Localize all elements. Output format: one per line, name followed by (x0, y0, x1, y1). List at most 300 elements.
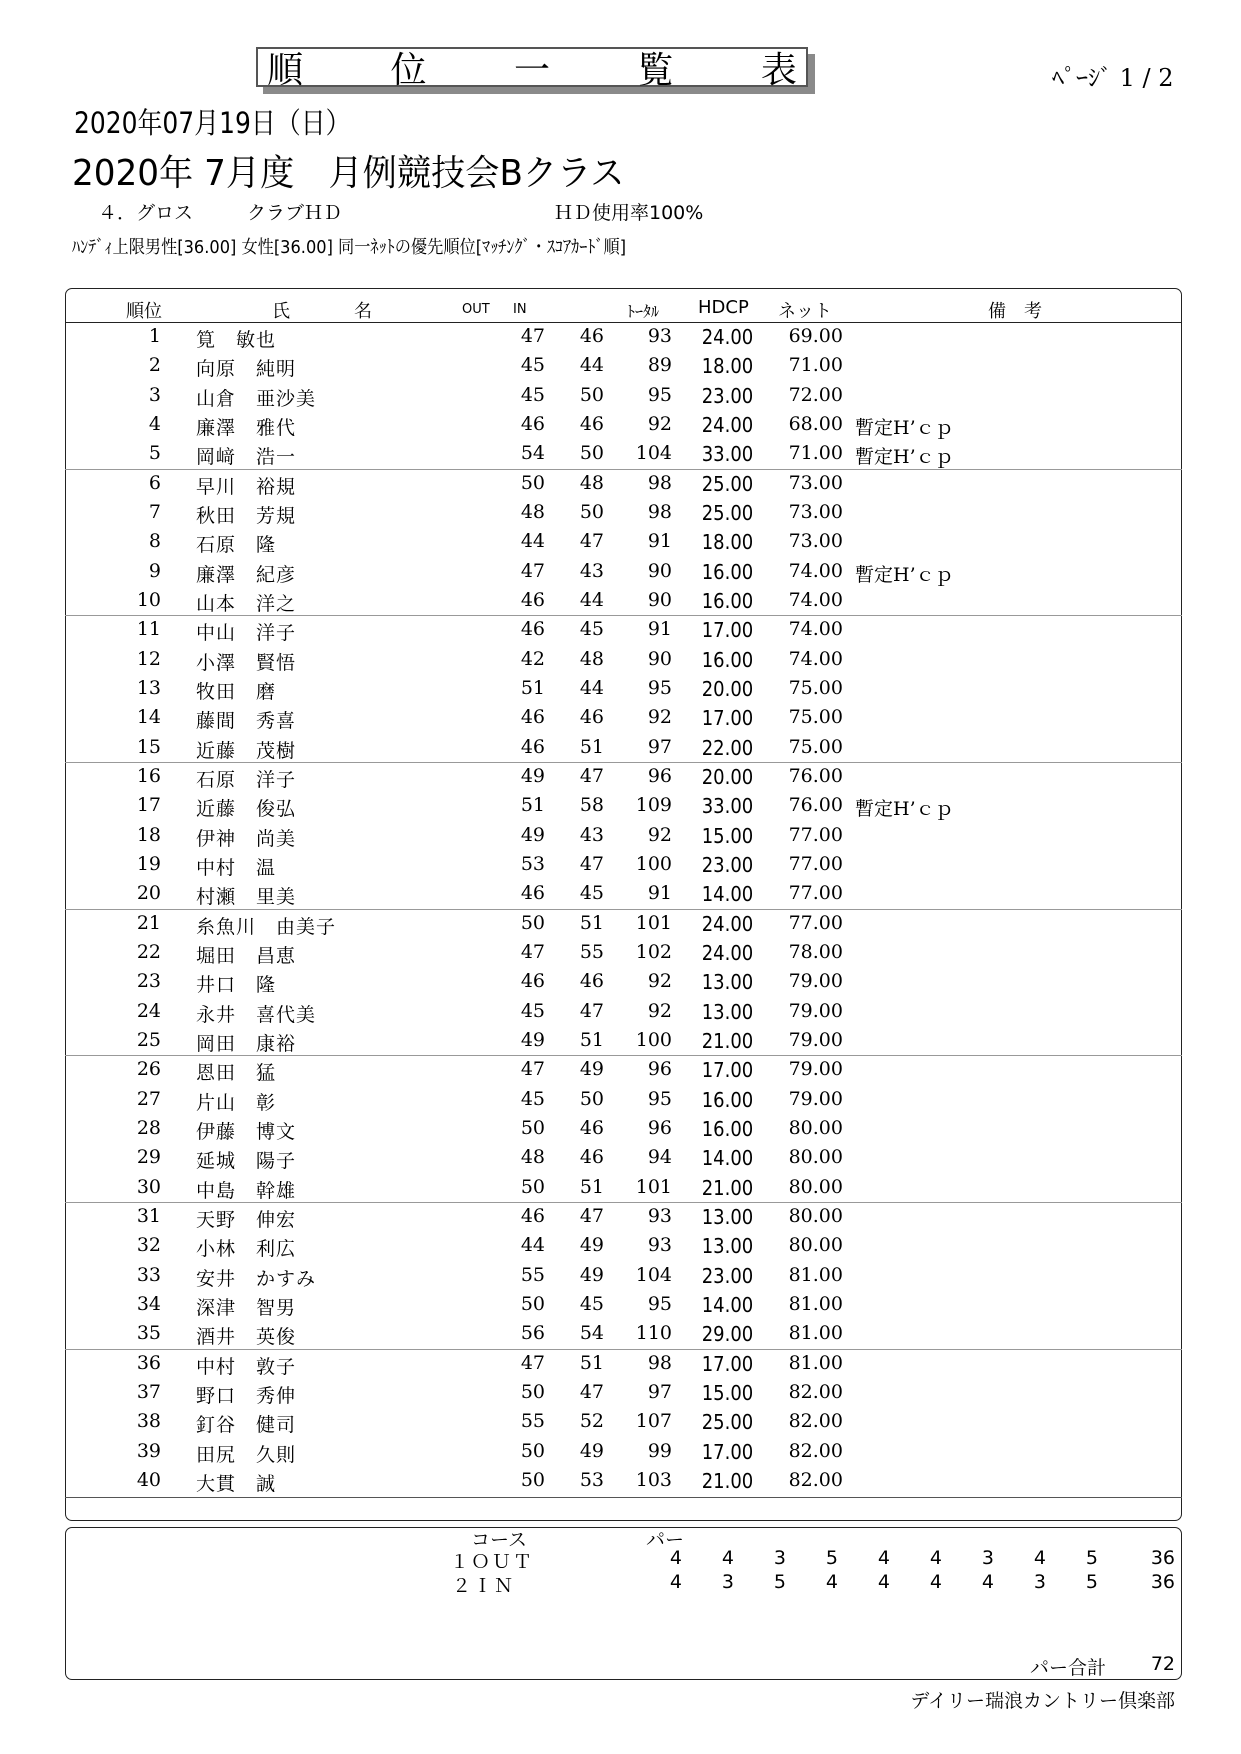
out-score-cell: 46 (520, 882, 545, 905)
hdcp-cell: 13.00 (701, 970, 753, 995)
out-score-cell: 46 (520, 412, 545, 435)
handicap-usage-rate: ＨＤ使用率100% (554, 202, 704, 224)
total-score-cell: 90 (647, 647, 672, 670)
total-score-cell: 91 (647, 618, 672, 641)
net-score-cell: 81.00 (788, 1263, 843, 1286)
hdcp-cell: 25.00 (701, 471, 753, 496)
rank-cell: 25 (136, 1028, 161, 1051)
rank-cell: 6 (148, 471, 161, 494)
in-score-cell: 46 (579, 1116, 604, 1139)
out-score-cell: 50 (520, 1468, 545, 1491)
name-cell: 井口 隆 (196, 974, 277, 997)
rank-cell: 40 (136, 1468, 161, 1491)
total-score-cell: 91 (647, 530, 672, 553)
scoring-type: ４．グロス (98, 202, 194, 224)
name-cell: 延城 陽子 (196, 1150, 297, 1173)
out-score-cell: 46 (520, 706, 545, 729)
rank-cell: 11 (136, 618, 161, 641)
rank-cell: 7 (148, 500, 161, 523)
hdcp-cell: 25.00 (701, 1410, 753, 1435)
in-score-cell: 49 (579, 1234, 604, 1257)
table-row (65, 967, 1182, 996)
rank-cell: 23 (136, 970, 161, 993)
net-score-cell: 80.00 (788, 1204, 843, 1227)
total-score-cell: 99 (647, 1439, 672, 1462)
net-score-cell: 82.00 (788, 1468, 843, 1491)
total-score-cell: 96 (647, 1058, 672, 1081)
in-score-cell: 50 (579, 1087, 604, 1110)
col-header-out: OUT (462, 302, 490, 317)
name-cell: 片山 彰 (196, 1091, 277, 1114)
name-cell: 中島 幹雄 (196, 1179, 297, 1202)
in-score-cell: 55 (579, 940, 604, 963)
in-score-cell: 51 (579, 1028, 604, 1051)
net-score-cell: 81.00 (788, 1351, 843, 1374)
table-row (65, 1231, 1182, 1260)
total-score-cell: 103 (635, 1468, 672, 1491)
rank-cell: 26 (136, 1058, 161, 1081)
total-score-cell: 91 (647, 882, 672, 905)
name-cell: 野口 秀伸 (196, 1384, 297, 1407)
col-header-net: ネット (778, 301, 832, 322)
total-score-cell: 92 (647, 970, 672, 993)
name-cell: 近藤 俊弘 (196, 798, 297, 821)
hdcp-cell: 13.00 (701, 1234, 753, 1259)
net-score-cell: 74.00 (788, 559, 843, 582)
out-score-cell: 49 (520, 823, 545, 846)
table-row (65, 1085, 1182, 1114)
table-row (65, 1026, 1182, 1055)
hole-par: 4 (1033, 1547, 1046, 1569)
name-cell: 秋田 芳規 (196, 504, 297, 527)
in-score-cell: 48 (579, 647, 604, 670)
hole-par: 3 (721, 1571, 734, 1593)
name-cell: 糸魚川 由美子 (196, 915, 337, 938)
course-par-total: 36 (1150, 1571, 1175, 1593)
col-header-hdcp: HDCP (698, 297, 749, 318)
name-cell: 小澤 賢悟 (196, 651, 297, 674)
name-cell: 酒井 英俊 (196, 1326, 297, 1349)
total-score-cell: 95 (647, 676, 672, 699)
hdcp-cell: 20.00 (701, 764, 753, 789)
total-score-cell: 95 (647, 1292, 672, 1315)
net-score-cell: 80.00 (788, 1116, 843, 1139)
note-cell: 暫定H’ｃｐ (855, 446, 954, 469)
total-score-cell: 102 (635, 940, 672, 963)
name-cell: 山倉 亜沙美 (196, 387, 317, 410)
in-score-cell: 46 (579, 706, 604, 729)
hdcp-cell: 21.00 (701, 1028, 753, 1053)
table-row (65, 645, 1182, 674)
table-row (65, 1055, 1182, 1084)
in-score-cell: 46 (579, 325, 604, 347)
handicap-note: ﾊﾝﾃﾞｨ上限男性[36.00] 女性[36.00] 同一ﾈｯﾄの優先順位[ﾏｯﾁﾝｸﾞ・ｽｺｱｶｰﾄﾞ順] (72, 237, 627, 258)
hdcp-cell: 18.00 (701, 354, 753, 379)
table-row (65, 938, 1182, 967)
name-cell: 中村 敦子 (196, 1355, 297, 1378)
total-score-cell: 96 (647, 764, 672, 787)
in-score-cell: 46 (579, 1146, 604, 1169)
in-score-cell: 43 (579, 823, 604, 846)
note-cell: 暫定H’ｃｐ (855, 563, 954, 586)
out-score-cell: 46 (520, 618, 545, 641)
rank-cell: 17 (136, 794, 161, 817)
rank-cell: 36 (136, 1351, 161, 1374)
table-row (65, 1143, 1182, 1172)
total-score-cell: 110 (635, 1322, 672, 1345)
table-row (65, 909, 1182, 938)
rank-cell: 38 (136, 1410, 161, 1433)
out-score-cell: 47 (520, 1058, 545, 1081)
net-score-cell: 81.00 (788, 1292, 843, 1315)
name-cell: 釘谷 健司 (196, 1414, 297, 1437)
in-score-cell: 51 (579, 1351, 604, 1374)
hdcp-cell: 16.00 (701, 588, 753, 613)
out-score-cell: 42 (520, 647, 545, 670)
out-score-cell: 47 (520, 940, 545, 963)
table-row (65, 850, 1182, 879)
out-score-cell: 51 (520, 794, 545, 817)
in-score-cell: 47 (579, 1204, 604, 1227)
out-score-cell: 44 (520, 1234, 545, 1257)
hole-par: 4 (929, 1571, 942, 1593)
handicap-type: クラブＨＤ (247, 202, 343, 224)
total-score-cell: 104 (635, 442, 672, 465)
hole-par: 4 (877, 1571, 890, 1593)
name-cell: 田尻 久則 (196, 1443, 297, 1466)
table-row (65, 1437, 1182, 1466)
hdcp-cell: 25.00 (701, 500, 753, 525)
rank-cell: 27 (136, 1087, 161, 1110)
hole-par: 5 (1085, 1571, 1098, 1593)
net-score-cell: 75.00 (788, 735, 843, 758)
rank-cell: 10 (136, 588, 161, 611)
table-row (65, 410, 1182, 439)
rank-cell: 32 (136, 1234, 161, 1257)
total-score-cell: 101 (635, 1175, 672, 1198)
out-score-cell: 46 (520, 735, 545, 758)
hdcp-cell: 14.00 (701, 882, 753, 907)
out-score-cell: 45 (520, 999, 545, 1022)
hdcp-cell: 13.00 (701, 999, 753, 1024)
name-cell: 廉澤 雅代 (196, 416, 297, 439)
out-score-cell: 54 (520, 442, 545, 465)
hdcp-cell: 29.00 (701, 1322, 753, 1347)
net-score-cell: 79.00 (788, 1087, 843, 1110)
in-score-cell: 51 (579, 1175, 604, 1198)
rank-cell: 24 (136, 999, 161, 1022)
net-score-cell: 82.00 (788, 1439, 843, 1462)
name-cell: 向原 純明 (196, 358, 297, 381)
out-score-cell: 55 (520, 1410, 545, 1433)
total-score-cell: 90 (647, 559, 672, 582)
out-score-cell: 48 (520, 1146, 545, 1169)
hdcp-cell: 24.00 (701, 940, 753, 965)
par-total-value: 72 (1150, 1653, 1175, 1675)
hdcp-cell: 21.00 (701, 1468, 753, 1493)
out-score-cell: 45 (520, 383, 545, 406)
out-score-cell: 50 (520, 1439, 545, 1462)
out-score-cell: 48 (520, 500, 545, 523)
net-score-cell: 75.00 (788, 676, 843, 699)
hole-par: 4 (669, 1571, 682, 1593)
out-score-cell: 50 (520, 1380, 545, 1403)
net-score-cell: 68.00 (788, 412, 843, 435)
total-score-cell: 92 (647, 706, 672, 729)
in-score-cell: 49 (579, 1263, 604, 1286)
net-score-cell: 73.00 (788, 500, 843, 523)
net-score-cell: 79.00 (788, 1028, 843, 1051)
table-row (65, 322, 1182, 351)
hole-par: 4 (721, 1547, 734, 1569)
rank-cell: 13 (136, 676, 161, 699)
net-score-cell: 76.00 (788, 794, 843, 817)
hole-par: 3 (981, 1547, 994, 1569)
hdcp-cell: 20.00 (701, 676, 753, 701)
name-cell: 岡田 康裕 (196, 1032, 297, 1055)
table-row (65, 527, 1182, 556)
hole-par: 4 (669, 1547, 682, 1569)
out-score-cell: 50 (520, 911, 545, 934)
net-score-cell: 77.00 (788, 823, 843, 846)
table-row (65, 557, 1182, 586)
in-score-cell: 45 (579, 1292, 604, 1315)
in-score-cell: 45 (579, 882, 604, 905)
net-score-cell: 74.00 (788, 588, 843, 611)
total-score-cell: 98 (647, 471, 672, 494)
in-score-cell: 50 (579, 383, 604, 406)
in-score-cell: 45 (579, 618, 604, 641)
hdcp-cell: 22.00 (701, 735, 753, 760)
course-label: コース (471, 1529, 528, 1551)
in-score-cell: 50 (579, 500, 604, 523)
hdcp-cell: 17.00 (701, 706, 753, 731)
rank-cell: 9 (148, 559, 161, 582)
net-score-cell: 74.00 (788, 647, 843, 670)
course-name: １ＯＵＴ (450, 1551, 535, 1573)
total-score-cell: 100 (635, 852, 672, 875)
in-score-cell: 47 (579, 999, 604, 1022)
out-score-cell: 44 (520, 530, 545, 553)
name-cell: 天野 伸宏 (196, 1208, 297, 1231)
table-row (65, 703, 1182, 732)
in-score-cell: 47 (579, 852, 604, 875)
page-title: 順 位 一 覧 表 (267, 49, 835, 91)
table-row (65, 1349, 1182, 1378)
rank-cell: 37 (136, 1380, 161, 1403)
out-score-cell: 49 (520, 764, 545, 787)
net-score-cell: 77.00 (788, 911, 843, 934)
in-score-cell: 44 (579, 676, 604, 699)
total-score-cell: 98 (647, 500, 672, 523)
net-score-cell: 73.00 (788, 471, 843, 494)
hdcp-cell: 17.00 (701, 618, 753, 643)
net-score-cell: 71.00 (788, 354, 843, 377)
hdcp-cell: 24.00 (701, 911, 753, 936)
table-row (65, 879, 1182, 908)
net-score-cell: 77.00 (788, 852, 843, 875)
name-cell: 石原 隆 (196, 534, 277, 557)
name-cell: 小林 利広 (196, 1238, 297, 1261)
hole-par: 4 (929, 1547, 942, 1569)
page-number: ﾍﾟｰｼﾞ 1 / 2 (1052, 64, 1174, 92)
total-score-cell: 92 (647, 412, 672, 435)
rank-cell: 15 (136, 735, 161, 758)
hdcp-cell: 15.00 (701, 823, 753, 848)
col-header-name-a: 氏 (272, 301, 290, 322)
in-score-cell: 46 (579, 970, 604, 993)
table-row (65, 674, 1182, 703)
total-score-cell: 101 (635, 911, 672, 934)
out-score-cell: 50 (520, 1292, 545, 1315)
net-score-cell: 82.00 (788, 1380, 843, 1403)
table-row (65, 498, 1182, 527)
name-cell: 伊神 尚美 (196, 827, 297, 850)
total-score-cell: 94 (647, 1146, 672, 1169)
net-score-cell: 79.00 (788, 970, 843, 993)
net-score-cell: 71.00 (788, 442, 843, 465)
name-cell: 岡﨑 浩一 (196, 446, 297, 469)
table-row (65, 1261, 1182, 1290)
in-score-cell: 50 (579, 442, 604, 465)
net-score-cell: 79.00 (788, 1058, 843, 1081)
net-score-cell: 82.00 (788, 1410, 843, 1433)
rank-cell: 14 (136, 706, 161, 729)
rank-cell: 4 (148, 412, 161, 435)
name-cell: 石原 洋子 (196, 768, 297, 791)
out-score-cell: 45 (520, 1087, 545, 1110)
name-cell: 永井 喜代美 (196, 1003, 317, 1026)
net-score-cell: 79.00 (788, 999, 843, 1022)
par-total-label: パー合計 (1030, 1657, 1107, 1679)
rank-cell: 22 (136, 940, 161, 963)
hdcp-cell: 24.00 (701, 325, 753, 349)
in-score-cell: 46 (579, 412, 604, 435)
rank-cell: 8 (148, 530, 161, 553)
col-header-note-b: 考 (1024, 301, 1042, 322)
net-score-cell: 80.00 (788, 1234, 843, 1257)
in-score-cell: 43 (579, 559, 604, 582)
note-cell: 暫定H’ｃｐ (855, 416, 954, 439)
hdcp-cell: 18.00 (701, 530, 753, 555)
hole-par: 5 (1085, 1547, 1098, 1569)
table-row (65, 1407, 1182, 1436)
course-name: ２ＩＮ (452, 1575, 516, 1597)
rank-cell: 19 (136, 852, 161, 875)
in-score-cell: 58 (579, 794, 604, 817)
total-score-cell: 92 (647, 999, 672, 1022)
total-score-cell: 100 (635, 1028, 672, 1051)
in-score-cell: 49 (579, 1058, 604, 1081)
col-header-name-b: 名 (354, 301, 372, 322)
hole-par: 4 (877, 1547, 890, 1569)
hole-par: 5 (825, 1547, 838, 1569)
rank-cell: 16 (136, 764, 161, 787)
in-score-cell: 51 (579, 911, 604, 934)
table-row (65, 1173, 1182, 1202)
table-row (65, 791, 1182, 820)
out-score-cell: 46 (520, 1204, 545, 1227)
name-cell: 堀田 昌恵 (196, 944, 297, 967)
event-title: 2020年 7月度 月例競技会Bクラス (72, 153, 625, 194)
hdcp-cell: 23.00 (701, 383, 753, 408)
hdcp-cell: 23.00 (701, 852, 753, 877)
hdcp-cell: 14.00 (701, 1146, 753, 1171)
in-score-cell: 54 (579, 1322, 604, 1345)
in-score-cell: 53 (579, 1468, 604, 1491)
net-score-cell: 80.00 (788, 1175, 843, 1198)
total-score-cell: 109 (635, 794, 672, 817)
out-score-cell: 49 (520, 1028, 545, 1051)
hole-par: 3 (773, 1547, 786, 1569)
name-cell: 中村 温 (196, 856, 277, 879)
in-score-cell: 48 (579, 471, 604, 494)
name-cell: 大貫 誠 (196, 1472, 277, 1495)
name-cell: 山本 洋之 (196, 592, 297, 615)
net-score-cell: 75.00 (788, 706, 843, 729)
in-score-cell: 44 (579, 354, 604, 377)
rank-cell: 5 (148, 442, 161, 465)
net-score-cell: 81.00 (788, 1322, 843, 1345)
out-score-cell: 47 (520, 559, 545, 582)
hdcp-cell: 17.00 (701, 1439, 753, 1464)
note-cell: 暫定H’ｃｐ (855, 798, 954, 821)
total-score-cell: 92 (647, 823, 672, 846)
out-score-cell: 45 (520, 354, 545, 377)
rank-cell: 20 (136, 882, 161, 905)
table-row (65, 1202, 1182, 1231)
hdcp-cell: 24.00 (701, 412, 753, 437)
hdcp-cell: 17.00 (701, 1058, 753, 1083)
name-cell: 安井 かすみ (196, 1267, 317, 1290)
table-row (65, 1114, 1182, 1143)
course-par-frame (65, 1527, 1182, 1680)
name-cell: 近藤 茂樹 (196, 739, 297, 762)
table-row (65, 997, 1182, 1026)
hdcp-cell: 16.00 (701, 647, 753, 672)
total-score-cell: 98 (647, 1351, 672, 1374)
table-row (65, 615, 1182, 644)
hdcp-cell: 15.00 (701, 1380, 753, 1405)
col-header-total: ﾄｰﾀﾙ (627, 302, 660, 321)
table-row (65, 762, 1182, 791)
net-score-cell: 80.00 (788, 1146, 843, 1169)
in-score-cell: 44 (579, 588, 604, 611)
event-date: 2020年07月19日（日） (74, 106, 351, 140)
name-cell: 村瀬 里美 (196, 886, 297, 909)
in-score-cell: 52 (579, 1410, 604, 1433)
net-score-cell: 72.00 (788, 383, 843, 406)
rank-cell: 33 (136, 1263, 161, 1286)
rank-cell: 28 (136, 1116, 161, 1139)
table-row (65, 1319, 1182, 1348)
total-score-cell: 93 (647, 1234, 672, 1257)
name-cell: 中山 洋子 (196, 622, 297, 645)
table-row (65, 381, 1182, 410)
name-cell: 早川 裕規 (196, 475, 297, 498)
table-row (65, 469, 1182, 498)
table-row (65, 733, 1182, 762)
table-row (65, 586, 1182, 615)
in-score-cell: 47 (579, 764, 604, 787)
total-score-cell: 104 (635, 1263, 672, 1286)
hdcp-cell: 13.00 (701, 1204, 753, 1229)
rank-cell: 18 (136, 823, 161, 846)
col-header-rank: 順位 (126, 301, 162, 322)
name-cell: 廉澤 紀彦 (196, 563, 297, 586)
rank-cell: 35 (136, 1322, 161, 1345)
in-score-cell: 47 (579, 530, 604, 553)
